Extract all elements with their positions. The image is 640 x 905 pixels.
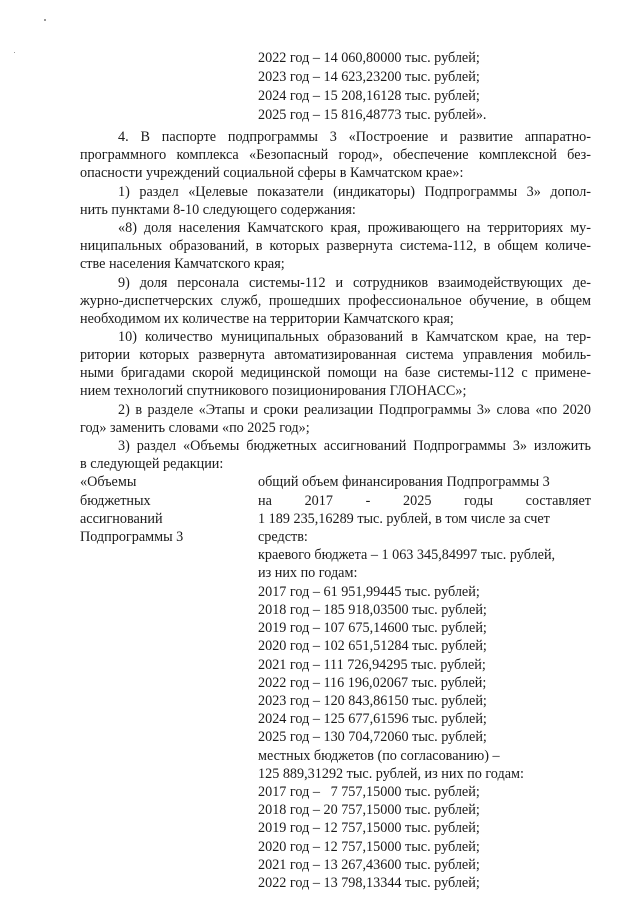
- item10-line: ными бригадами скорой медицинской помощи на базе системы-112 с примене-: [80, 365, 591, 381]
- item10-line: 10) количество муниципальных образований в Камчатском крае, на тер-: [118, 329, 591, 345]
- item10-line: ритории которых развернута автоматизированная система управления мобиль-: [80, 347, 591, 363]
- para4-line: опасности учреждений социальной сферы в Камчатском крае»:: [80, 165, 464, 181]
- item9-line: необходимом их количестве на территории Камчатского края;: [80, 311, 454, 327]
- para4-line: 4. В паспорте подпрограммы 3 «Построение и развитие аппаратно-: [118, 129, 591, 145]
- item3-line: 3) раздел «Объемы бюджетных ассигнований Подпрограммы 3» изложить: [118, 438, 591, 454]
- table-right-line: 2017 год – 61 951,99445 тыс. рублей;: [258, 584, 480, 600]
- table-right-line: 2025 год – 130 704,72060 тыс. рублей;: [258, 729, 487, 745]
- table-right-line: 2017 год – 7 757,15000 тыс. рублей;: [258, 784, 480, 800]
- table-left-label: ассигнований: [80, 511, 163, 527]
- table-right-line: 2023 год – 120 843,86150 тыс. рублей;: [258, 693, 487, 709]
- table-right-line: 2018 год – 20 757,15000 тыс. рублей;: [258, 802, 480, 818]
- table-right-line: общий объем финансирования Подпрограммы 3: [258, 474, 550, 490]
- scan-speck: [14, 52, 15, 53]
- top-year-line: 2022 год – 14 060,80000 тыс. рублей;: [258, 50, 480, 66]
- item9-line: 9) доля персонала системы-112 и сотрудников взаимодействующих де-: [118, 275, 591, 291]
- table-right-line: 1 189 235,16289 тыс. рублей, в том числе за счет: [258, 511, 550, 527]
- table-right-line: на 2017 - 2025 годы составляет: [258, 493, 591, 509]
- item2-line: 2) в разделе «Этапы и сроки реализации Подпрограммы 3» слова «по 2020: [118, 402, 591, 418]
- table-right-line: местных бюджетов (по согласованию) –: [258, 748, 500, 764]
- item1-line: нить пунктами 8-10 следующего содержания:: [80, 202, 356, 218]
- top-year-line: 2024 год – 15 208,16128 тыс. рублей;: [258, 88, 480, 104]
- table-right-line: 2020 год – 102 651,51284 тыс. рублей;: [258, 638, 487, 654]
- item9-line: журно-диспетчерских служб, прошедших профессиональное обучение, в общем: [80, 293, 591, 309]
- table-left-label: бюджетных: [80, 493, 151, 509]
- table-right-line: 125 889,31292 тыс. рублей, из них по годам:: [258, 766, 524, 782]
- table-right-line: 2019 год – 12 757,15000 тыс. рублей;: [258, 820, 480, 836]
- table-left-label: «Объемы: [80, 474, 137, 490]
- table-right-line: краевого бюджета – 1 063 345,84997 тыс. рублей,: [258, 547, 556, 563]
- item1-line: 1) раздел «Целевые показатели (индикаторы) Подпрограммы 3» допол-: [118, 184, 591, 200]
- item8-line: «8) доля населения Камчатского края, проживающего на территориях му-: [118, 220, 591, 236]
- table-right-line: 2019 год – 107 675,14600 тыс. рублей;: [258, 620, 487, 636]
- item8-line: ниципальных образований, в которых развернута система-112, в общем количе-: [80, 238, 591, 254]
- item8-line: стве населения Камчатского края;: [80, 256, 285, 272]
- table-right-line: 2020 год – 12 757,15000 тыс. рублей;: [258, 839, 480, 855]
- scan-speck: [44, 19, 46, 21]
- table-right-line: из них по годам:: [258, 565, 358, 581]
- table-right-line: 2021 год – 13 267,43600 тыс. рублей;: [258, 857, 480, 873]
- top-year-line: 2025 год – 15 816,48773 тыс. рублей».: [258, 107, 487, 123]
- para4-line: программного комплекса «Безопасный город», обеспечение комплексной без-: [80, 147, 591, 163]
- top-year-line: 2023 год – 14 623,23200 тыс. рублей;: [258, 69, 480, 85]
- item3-line: в следующей редакции:: [80, 456, 224, 472]
- table-right-line: 2021 год – 111 726,94295 тыс. рублей;: [258, 657, 486, 673]
- table-right-line: средств:: [258, 529, 308, 545]
- table-right-line: 2018 год – 185 918,03500 тыс. рублей;: [258, 602, 487, 618]
- table-right-line: 2022 год – 13 798,13344 тыс. рублей;: [258, 875, 480, 891]
- table-left-label: Подпрограммы 3: [80, 529, 184, 545]
- item10-line: нием технологий спутникового позиционирования ГЛОНАСС»;: [80, 383, 467, 399]
- table-right-line: 2022 год – 116 196,02067 тыс. рублей;: [258, 675, 487, 691]
- table-right-line: 2024 год – 125 677,61596 тыс. рублей;: [258, 711, 487, 727]
- item2-line: год» заменить словами «по 2025 год»;: [80, 420, 310, 436]
